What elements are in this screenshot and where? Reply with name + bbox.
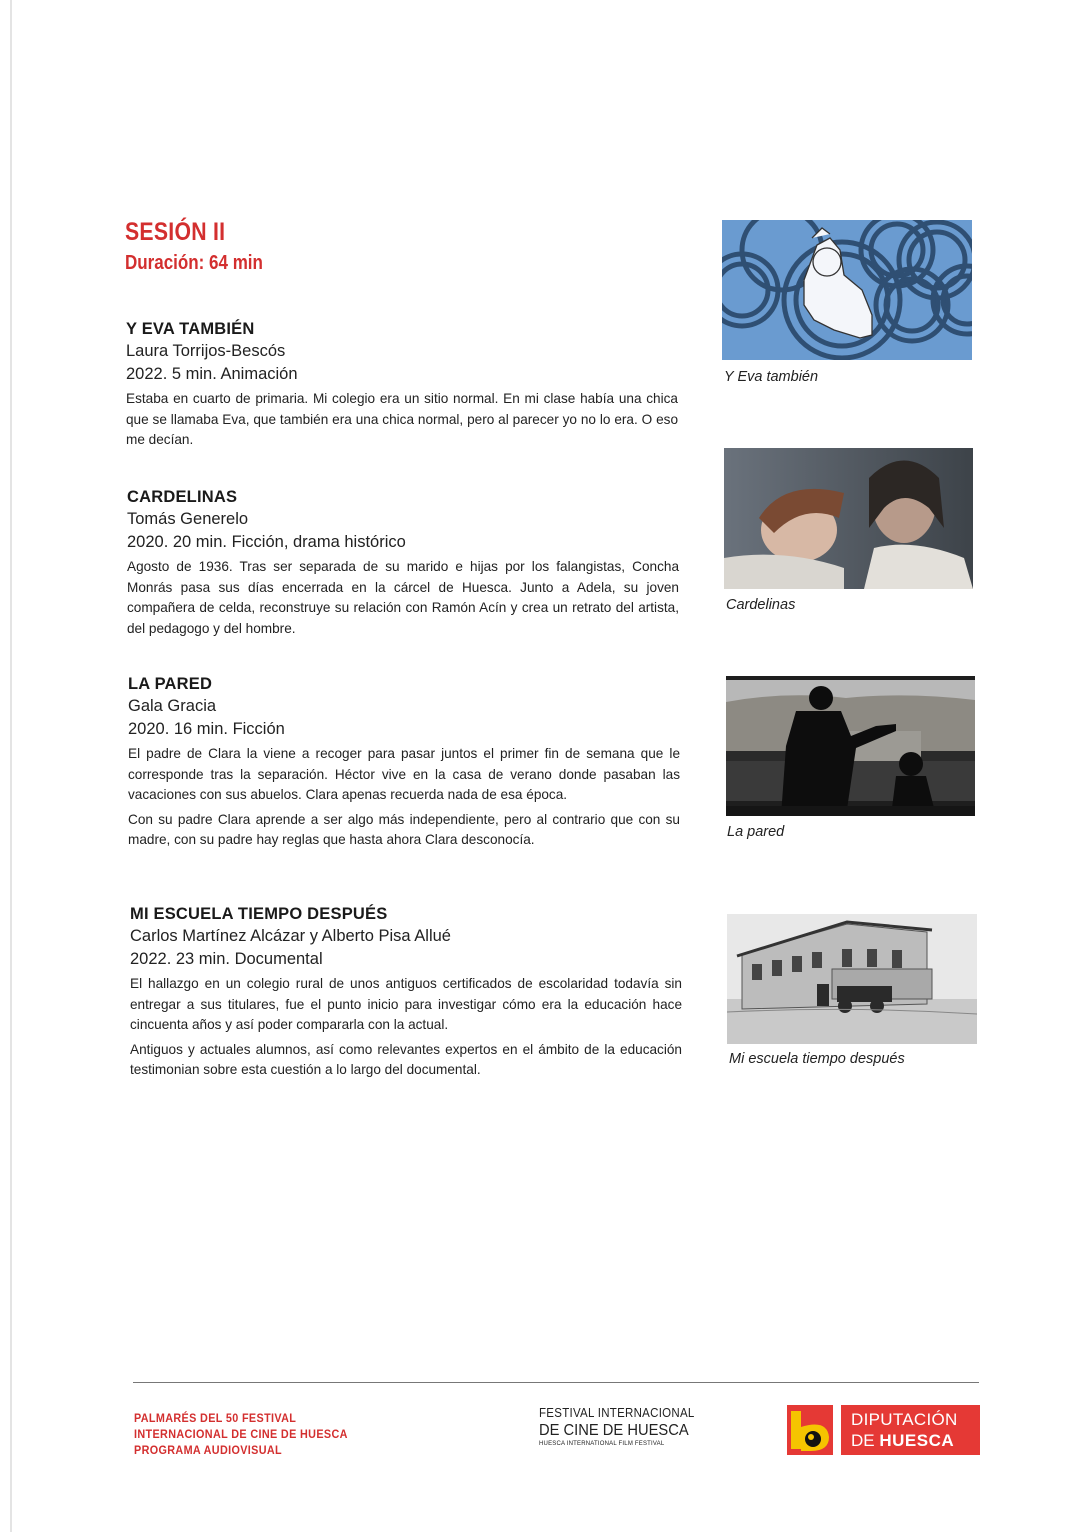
film-director: Gala Gracia — [128, 697, 217, 715]
footer-line: PALMARÉS DEL 50 FESTIVAL — [134, 1411, 297, 1425]
festival-logo — [539, 1406, 695, 1447]
film-entry-cardelinas — [127, 488, 679, 639]
film-entry-mi-escuela-tiempo-despues — [130, 905, 682, 1081]
festival-logo-line1: FESTIVAL INTERNACIONAL — [539, 1406, 695, 1420]
footer-divider — [133, 1382, 979, 1383]
film-still-y-eva-tambien — [722, 220, 972, 360]
page-edge — [10, 0, 12, 1532]
film-still-caption: Cardelinas — [726, 597, 796, 613]
film-title: Y EVA TAMBIÉN — [126, 320, 255, 338]
diputacion-emblem-icon — [787, 1405, 833, 1455]
film-still-la-pared — [726, 676, 975, 816]
film-still-caption: Mi escuela tiempo después — [729, 1051, 905, 1067]
film-title: LA PARED — [128, 675, 213, 693]
film-meta: 2020. 16 min. Ficción — [128, 720, 285, 738]
film-still-caption: La pared — [727, 824, 785, 840]
film-still-mi-escuela-tiempo-despues — [727, 914, 977, 1044]
film-title: CARDELINAS — [127, 488, 238, 506]
film-entry-la-pared — [128, 675, 680, 851]
footer-line: PROGRAMA AUDIOVISUAL — [134, 1443, 283, 1457]
film-director: Laura Torrijos-Bescós — [126, 342, 286, 360]
film-synopsis: Con su padre Clara aprende a ser algo más independiente, pero al contrario que con su madre, con su padre hay reglas que hasta ahora Clara desconocía. — [128, 811, 680, 847]
film-synopsis: El hallazgo en un colegio rural de unos antiguos certificados de escolaridad todavía sin entregar a sus titulares, fue el punto inicio para investigar cómo era la educación hace cincuenta años y así poder compararla con la actual. — [130, 976, 682, 1032]
footer-line: INTERNACIONAL DE CINE DE HUESCA — [134, 1427, 348, 1441]
film-director: Tomás Generelo — [127, 510, 249, 528]
diputacion-logo-bold: HUESCA — [879, 1431, 955, 1450]
footer-publication-title — [134, 1410, 348, 1458]
session-duration: Duración: 64 min — [125, 252, 263, 274]
festival-logo-line3: HUESCA INTERNATIONAL FILM FESTIVAL — [539, 1441, 665, 1447]
film-meta: 2020. 20 min. Ficción, drama histórico — [127, 533, 406, 551]
diputacion-logo — [841, 1405, 980, 1455]
film-still-caption: Y Eva también — [724, 369, 819, 385]
film-synopsis: Agosto de 1936. Tras ser separada de su marido e hijas por los falangistas, Concha Monrás pasa sus días encerrada en la cárcel de Huesca. Junto a Adela, su joven compañera de celda, reconstruye su relación con Ramón Acín y crea un retrato del artista, del pedagogo y del hombre. — [127, 559, 679, 636]
film-meta: 2022. 5 min. Animación — [126, 365, 298, 383]
film-synopsis: El padre de Clara la viene a recoger para pasar juntos el primer fin de semana que le corresponde tras la separación. Héctor vive en la casa de verano donde pasaban las vacaciones con sus abuelos. Clara apenas recuerda nada de esa época. — [128, 746, 680, 802]
film-entry-y-eva-tambien — [126, 320, 678, 451]
film-still-cardelinas — [724, 448, 973, 589]
diputacion-logo-line1: DIPUTACIÓN — [851, 1410, 958, 1429]
festival-logo-line2: DE CINE DE HUESCA — [539, 1422, 689, 1439]
film-title: MI ESCUELA TIEMPO DESPUÉS — [130, 905, 388, 923]
diputacion-logo-line2 — [851, 1431, 954, 1451]
session-title: SESIÓN II — [125, 218, 226, 246]
film-synopsis: Estaba en cuarto de primaria. Mi colegio era un sitio normal. En mi clase había una chica que se llamaba Eva, que también era una chica normal, pero al parecer yo no lo era. O eso me decían. — [126, 391, 678, 447]
film-meta: 2022. 23 min. Documental — [130, 950, 323, 968]
diputacion-logo-prefix: DE — [851, 1431, 880, 1450]
film-synopsis: Antiguos y actuales alumnos, así como relevantes expertos en el ámbito de la educación testimonian sobre esta cuestión a lo largo del documental. — [130, 1041, 682, 1077]
film-director: Carlos Martínez Alcázar y Alberto Pisa Allué — [130, 927, 451, 945]
